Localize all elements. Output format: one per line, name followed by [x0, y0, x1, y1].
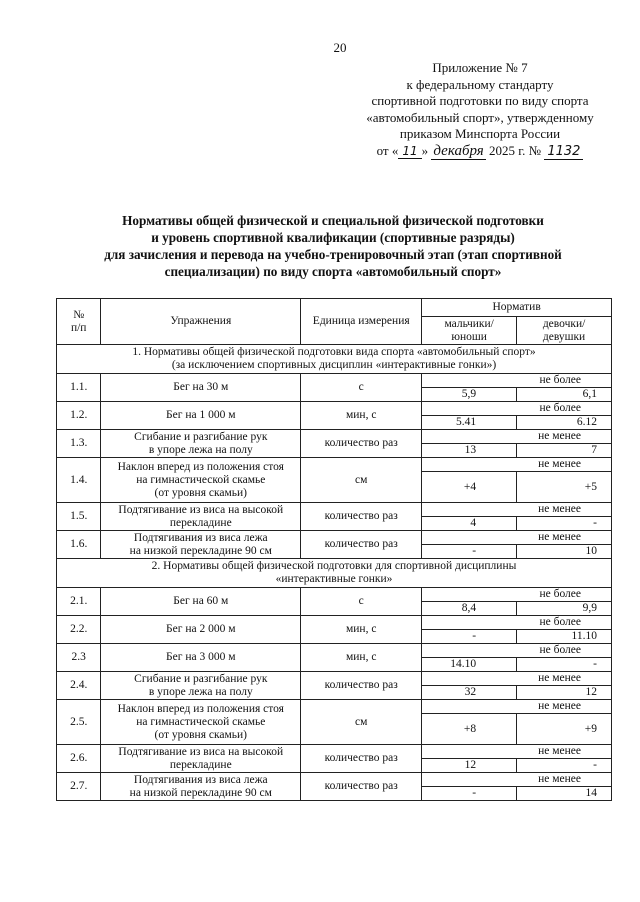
section-header-row	[57, 559, 612, 588]
unit-of-measure: количество раз	[301, 430, 422, 458]
norm-boys: -	[422, 630, 517, 644]
appendix-line: приказом Минспорта России	[399, 126, 561, 141]
unit-of-measure: мин, с	[301, 616, 422, 644]
norm-boys: -	[422, 545, 517, 559]
row-number: 1.2.	[57, 402, 101, 430]
unit-of-measure: с	[301, 588, 422, 616]
norm-girls: 10	[517, 545, 612, 559]
table-row	[57, 531, 612, 545]
date-mid: »	[421, 142, 429, 158]
unit-of-measure: количество раз	[301, 745, 422, 773]
exercise-name: Бег на 60 м	[101, 588, 301, 616]
table-row	[57, 745, 612, 759]
table-row	[57, 374, 612, 388]
norm-boys: 12	[422, 759, 517, 773]
norm-girls: +9	[517, 714, 612, 745]
exercise-name: Подтягивание из виса на высокой перекладине	[101, 745, 301, 773]
norm-girls: 9,9	[517, 602, 612, 616]
unit-of-measure: количество раз	[301, 531, 422, 559]
row-number: 1.3.	[57, 430, 101, 458]
unit-of-measure: количество раз	[301, 672, 422, 700]
appendix-line: к федеральному стандарту	[406, 76, 554, 92]
unit-of-measure: количество раз	[301, 773, 422, 801]
row-number: 2.1.	[57, 588, 101, 616]
row-number: 1.6.	[57, 531, 101, 559]
norm-boys: 13	[422, 444, 517, 458]
norm-girls: 11.10	[517, 630, 612, 644]
date-year: 2025 г. №	[489, 142, 542, 158]
norm-condition: не менее	[422, 745, 612, 759]
row-number: 2.6.	[57, 745, 101, 773]
exercise-name: Бег на 2 000 м	[101, 616, 301, 644]
unit-of-measure: мин, с	[301, 402, 422, 430]
header-boys: мальчики/ юноши	[422, 317, 517, 345]
norm-condition: не более	[422, 374, 612, 388]
unit-of-measure: с	[301, 374, 422, 402]
exercise-name: Сгибание и разгибание рук в упоре лежа на полу	[101, 430, 301, 458]
header-girls: девочки/ девушки	[517, 317, 612, 345]
exercise-name: Наклон вперед из положения стоя на гимнастической скамье (от уровня скамьи)	[101, 458, 301, 503]
header-unit: Единица измерения	[301, 299, 422, 345]
title-line: Нормативы общей физической и специальной физической подготовки	[122, 213, 544, 228]
unit-of-measure: см	[301, 700, 422, 745]
table-row	[57, 588, 612, 602]
appendix-date-line	[330, 143, 630, 161]
norm-condition: не менее	[422, 773, 612, 787]
norm-boys: +4	[422, 472, 517, 503]
exercise-name: Сгибание и разгибание рук в упоре лежа на полу	[101, 672, 301, 700]
appendix-line: Приложение № 7	[432, 60, 528, 75]
table-row	[57, 458, 612, 472]
header-num: № п/п	[57, 299, 101, 345]
appendix-line: «автомобильный спорт», утвержденному	[366, 109, 594, 125]
section-title: 2. Нормативы общей физической подготовки для спортивной дисциплины «интерактивные гонки»	[57, 559, 612, 588]
date-prefix: от «	[376, 142, 399, 158]
date-month: декабря	[433, 142, 484, 159]
norm-condition: не менее	[422, 700, 612, 714]
title-line: для зачисления и перевода на учебно-тренировочный этап (этап спортивной	[104, 247, 562, 262]
row-number: 2.7.	[57, 773, 101, 801]
row-number: 2.4.	[57, 672, 101, 700]
norm-boys: 8,4	[422, 602, 517, 616]
norm-girls: -	[517, 517, 612, 531]
norm-condition: не более	[422, 588, 612, 602]
norm-boys: +8	[422, 714, 517, 745]
unit-of-measure: см	[301, 458, 422, 503]
table-row	[57, 616, 612, 630]
header-exercise: Упражнения	[101, 299, 301, 345]
appendix-line: спортивной подготовки по виду спорта	[371, 93, 589, 108]
norm-girls: 7	[517, 444, 612, 458]
exercise-name: Подтягивание из виса на высокой перекладине	[101, 503, 301, 531]
norm-condition: не менее	[422, 458, 612, 472]
table-row	[57, 430, 612, 444]
norm-boys: 5,9	[422, 388, 517, 402]
norm-boys: 14.10	[422, 658, 517, 672]
title-line: специализации) по виду спорта «автомобильный спорт»	[164, 264, 502, 279]
row-number: 2.3	[57, 644, 101, 672]
table-row	[57, 402, 612, 416]
row-number: 1.1.	[57, 374, 101, 402]
norm-girls: 6.12	[517, 416, 612, 430]
norm-boys: 32	[422, 686, 517, 700]
table-row	[57, 773, 612, 787]
exercise-name: Бег на 30 м	[101, 374, 301, 402]
norm-boys: -	[422, 787, 517, 801]
row-number: 2.5.	[57, 700, 101, 745]
table-row	[57, 644, 612, 658]
norms-table	[56, 298, 612, 801]
order-number: 1132	[544, 144, 583, 160]
section-header-row	[57, 345, 612, 374]
norm-condition: не менее	[422, 672, 612, 686]
norm-boys: 4	[422, 517, 517, 531]
row-number: 1.4.	[57, 458, 101, 503]
unit-of-measure: мин, с	[301, 644, 422, 672]
norm-condition: не менее	[422, 430, 612, 444]
norm-boys: 5.41	[422, 416, 517, 430]
table-row	[57, 503, 612, 517]
unit-of-measure: количество раз	[301, 503, 422, 531]
exercise-name: Подтягивания из виса лежа на низкой перекладине 90 см	[101, 531, 301, 559]
header-norm: Норматив	[422, 299, 612, 317]
norm-girls: 6,1	[517, 388, 612, 402]
norms-table-body	[57, 345, 612, 801]
norm-girls: -	[517, 759, 612, 773]
norm-girls: -	[517, 658, 612, 672]
appendix-lines	[330, 60, 630, 143]
row-number: 2.2.	[57, 616, 101, 644]
norm-condition: не менее	[422, 531, 612, 545]
section-title: 1. Нормативы общей физической подготовки вида спорта «автомобильный спорт» (за исключением спортивных дисциплин «интерактивные гонки»)	[57, 345, 612, 374]
appendix-block	[330, 60, 630, 160]
date-day: 11	[398, 144, 421, 159]
norm-girls: 12	[517, 686, 612, 700]
norm-condition: не более	[422, 402, 612, 416]
document-title	[48, 212, 618, 280]
norm-girls: +5	[517, 472, 612, 503]
norm-condition: не менее	[422, 503, 612, 517]
page-number: 20	[333, 40, 347, 55]
norm-condition: не более	[422, 616, 612, 630]
exercise-name: Наклон вперед из положения стоя на гимнастической скамье (от уровня скамьи)	[101, 700, 301, 745]
table-row	[57, 672, 612, 686]
exercise-name: Бег на 1 000 м	[101, 402, 301, 430]
norm-girls: 14	[517, 787, 612, 801]
exercise-name: Бег на 3 000 м	[101, 644, 301, 672]
title-line: и уровень спортивной квалификации (спортивные разряды)	[151, 230, 515, 245]
exercise-name: Подтягивания из виса лежа на низкой перекладине 90 см	[101, 773, 301, 801]
table-row	[57, 700, 612, 714]
norm-condition: не более	[422, 644, 612, 658]
row-number: 1.5.	[57, 503, 101, 531]
